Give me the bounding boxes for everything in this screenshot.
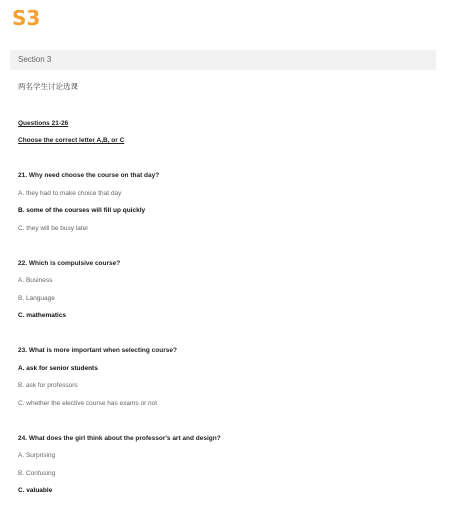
question-21-option-a: A. they had to make choice that day [18,190,122,197]
page-title: S3 [12,6,41,30]
question-21: 21. Why need choose the course on that day? [18,172,160,179]
question-22: 22. Which is compulsive course? [18,260,121,267]
intro-text: 两名学生讨论选课 [18,82,78,91]
question-22-option-a: A. Business [18,277,53,284]
question-23-option-c: C. whether the elective course has exams or not [18,400,158,407]
question-23: 23. What is more important when selecting course? [18,347,177,354]
section-header-bar [10,50,436,70]
question-24-option-a: A. Surprising [18,452,56,459]
question-22-option-b: B. Language [18,295,55,302]
question-24: 24. What does the girl think about the professor's art and design? [18,435,221,442]
question-22-option-c-correct-answer: C. mathematics [18,312,67,319]
question-21-option-b-correct-answer: B. some of the courses will fill up quickly [18,207,146,214]
section-label: Section 3 [18,55,52,64]
question-21-option-c: C. they will be busy later [18,225,89,232]
instruction-link[interactable]: Choose the correct letter A,B, or C [18,137,125,144]
questions-range-link[interactable]: Questions 21-26 [18,120,69,127]
question-23-option-a-correct-answer: A. ask for senior students [18,365,98,372]
question-24-option-c-correct-answer: C. valuable [18,487,53,494]
question-23-option-b: B. ask for professors [18,382,78,389]
question-24-option-b: B. Confusing [18,470,56,477]
